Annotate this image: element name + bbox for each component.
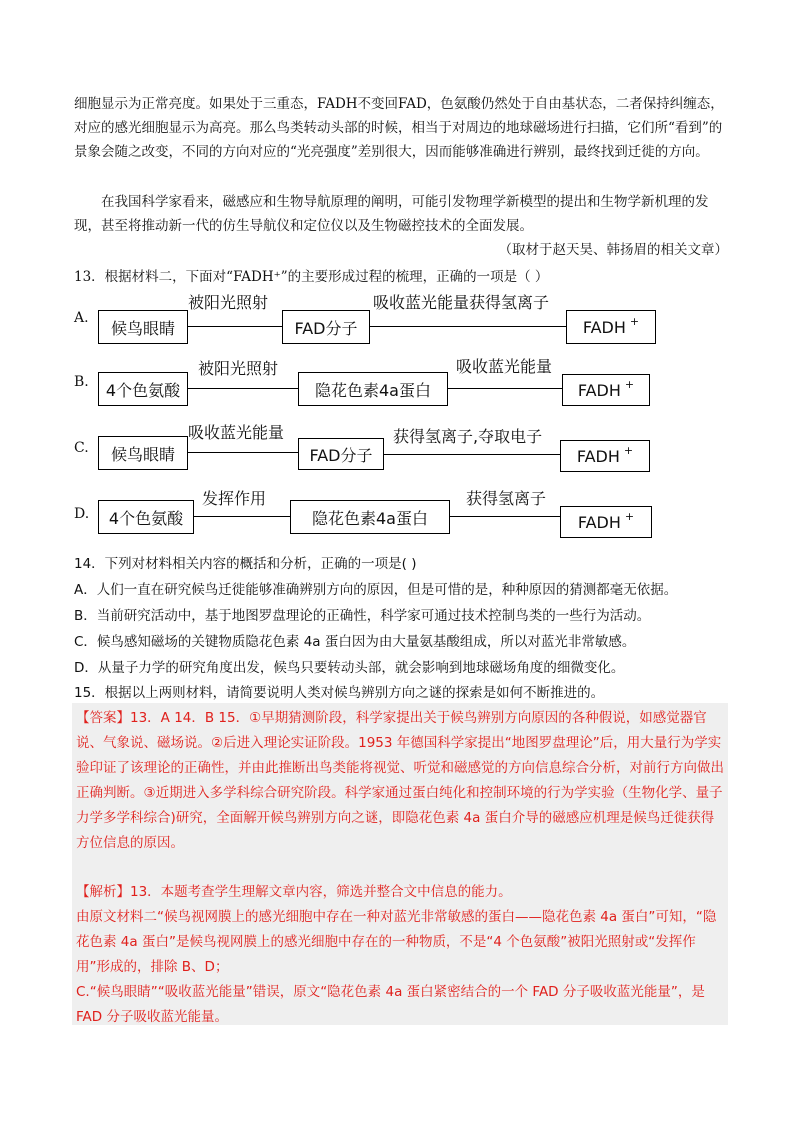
option-label: B.	[74, 374, 89, 390]
fadh-text: FADH	[577, 380, 621, 400]
passage-paragraph-2: 在我国科学家看来，磁感应和生物导航原理的阐明，可能引发物理学新模型的提出和生物学新机理的发现，甚至将推动新一代的仿生导航仪和定位仪以及生物磁控技术的全面发展。	[74, 194, 709, 234]
option-label: A.	[74, 310, 89, 326]
flow-line	[370, 326, 566, 327]
flow-line-label: 被阳光照射	[188, 293, 269, 312]
flow-box-1: 候鸟眼睛	[98, 436, 188, 470]
flow-line-label: 获得氢离子	[466, 489, 547, 508]
flow-box-2: FAD分子	[298, 438, 384, 470]
flow-line-label: 被阳光照射	[198, 359, 279, 378]
flow-box-2: 隐花色素4a蛋白	[290, 500, 450, 534]
flow-line-label: 吸收蓝光能量获得氢离子	[373, 293, 550, 312]
q14-option-c: C．候鸟感知磁场的关键物质隐花色素 4a 蛋白因为由大量氨基酸组成，所以对蓝光非常敏感。	[74, 634, 636, 650]
flow-box-1: 4个色氨酸	[98, 500, 194, 534]
flow-line-label: 吸收蓝光能量	[456, 357, 553, 376]
flow-line	[188, 326, 282, 327]
fadh-text: FADH	[577, 512, 621, 532]
flow-line	[448, 388, 562, 389]
flow-line	[188, 388, 298, 389]
flow-box-3	[562, 374, 650, 406]
q14-option-d: D．从量子力学的研究角度出发，候鸟只要转动头部，就会影响到地球磁场角度的细微变化。	[74, 660, 625, 676]
flow-line-label: 获得氢离子,夺取电子	[393, 427, 543, 446]
flow-line	[450, 516, 560, 517]
flow-box-1: 候鸟眼睛	[98, 310, 188, 344]
passage-source: （取材于赵天昊、韩扬眉的相关文章）	[498, 242, 728, 258]
superscript-plus: +	[629, 314, 640, 328]
passage-paragraph-1: 细胞显示为正常亮度。如果处于三重态，FADH不变回FAD，色氨酸仍然处于自由基状态，二者保持纠缠态，对应的感光细胞显示为高亮。那么鸟类转动头部的时候，相当于对周边的地球磁场进行扫描，它们所“看到”的景象会随之改变，不同的方向对应的“光亮强度”差别很大，因而能够准确进行辨别，最终找到迁徙的方向。	[74, 96, 724, 160]
flow-box-3	[560, 440, 650, 472]
analysis-line-1: 【解析】13．本题考查学生理解文章内容，筛选并整合文中信息的能力。	[76, 884, 512, 900]
flow-line-label: 发挥作用	[202, 489, 267, 508]
flow-line	[194, 516, 290, 517]
superscript-plus: +	[624, 377, 635, 391]
question-15-stem: 15．根据以上两则材料，请简要说明人类对候鸟辨别方向之谜的探索是如何不断推进的。	[74, 685, 605, 701]
flow-box-2: FAD分子	[282, 310, 370, 344]
flow-box-2: 隐花色素4a蛋白	[298, 372, 448, 406]
flow-box-3	[560, 506, 652, 538]
superscript-plus: +	[623, 443, 634, 457]
fadh-text: FADH	[576, 446, 620, 466]
flow-box-1: 4个色氨酸	[98, 372, 188, 406]
flow-box-3	[566, 310, 656, 344]
question-14-stem: 14．下列对材料相关内容的概括和分析，正确的一项是( )	[74, 556, 417, 572]
option-label: D.	[74, 506, 90, 522]
q14-option-b: B．当前研究活动中，基于地图罗盘理论的正确性，科学家可通过技术控制鸟类的一些行为活动。	[74, 608, 651, 624]
q14-option-a: A．人们一直在研究候鸟迁徙能够准确辨别方向的原因，但是可惜的是，种种原因的猜测都毫无依据。	[74, 582, 678, 598]
question-13-stem: 13．根据材料二，下面对“FADH⁺”的主要形成过程的梳理，正确的一项是（ ）	[74, 269, 549, 285]
flow-line	[188, 452, 298, 453]
option-label: C.	[74, 440, 89, 456]
answer-text: 【答案】13．A 14．B 15．①早期猜测阶段，科学家提出关于候鸟辨别方向原因的各种假说，如感觉器官说、气象说、磁场说。②后进入理论实证阶段。1953 年德国科学家提出“地图罗盘理论”后，用大量行为学实验印证了该理论的正确性，并由此推断出鸟类能将视觉、听觉和磁感觉的方向信息综合分析，对前行方向做出正确判断。③近期进入多学科综合研究阶段。科学家通过蛋白纯化和控制环境的行为学实验（生物化学、量子力学多学科综合)研究，全面解开候鸟辨别方向之谜，即隐花色素 4a 蛋白介导的磁感应机理是候鸟迁徙获得方位信息的原因。	[76, 710, 724, 851]
flow-line-label: 吸收蓝光能量	[188, 423, 285, 442]
superscript-plus: +	[624, 509, 635, 523]
analysis-line-2: 由原文材料二“候鸟视网膜上的感光细胞中存在一种对蓝光非常敏感的蛋白——隐花色素 4a 蛋白”可知，“隐花色素 4a 蛋白”是候鸟视网膜上的感光细胞中存在的一种物质，不是“4 个色氨酸”被阳光照射或“发挥作用”形成的，排除 B、D；	[76, 909, 717, 975]
fadh-text: FADH	[582, 317, 626, 337]
analysis-heading	[76, 880, 726, 905]
flow-line	[384, 454, 560, 455]
analysis-line-3: C.“候鸟眼睛”“吸收蓝光能量”错误，原文“隐花色素 4a 蛋白紧密结合的一个 FAD 分子吸收蓝光能量”，是 FAD 分子吸收蓝光能量。	[76, 984, 705, 1025]
